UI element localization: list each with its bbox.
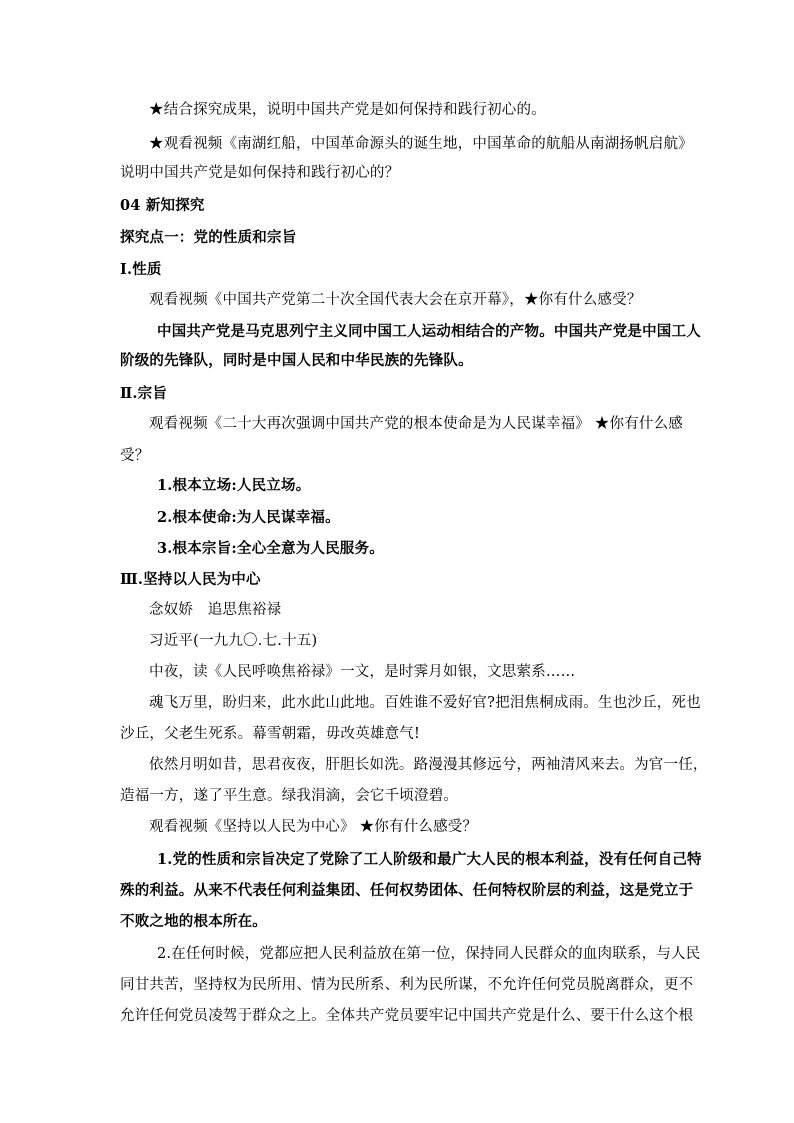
people-point-1-line3: 不败之地的根本所在。 [120, 913, 267, 930]
heading-people-centered: Ⅲ.坚持以人民为中心 [120, 571, 261, 588]
people-point-2-line2: 同甘共苦，坚持权为民所用、情为民所系、利为民所谋，不允许任何党员脱离群众，更不 [120, 977, 694, 993]
people-point-1-line2: 殊的利益。从来不代表任何利益集团、任何权势团体、任何特权阶层的利益，这是党立于 [120, 882, 694, 899]
heading-nature: Ⅰ.性质 [120, 261, 162, 278]
purpose-item-3: 3.根本宗旨:全心全意为人民服务。 [157, 540, 384, 557]
people-point-2-line1: 2.在任何时候，党都应把人民利益放在第一位，保持同人民群众的血肉联系，与人民 [157, 946, 701, 962]
nature-answer-line1: 中国共产党是马克思列宁主义同中国工人运动相结合的产物。中国共产党是中国工人 [157, 323, 701, 340]
paragraph-explore-results: ★结合探究成果，说明中国共产党是如何保持和践行初心的。 [149, 102, 546, 118]
poem-line-3a: 依然月明如昔，思君夜夜，肝胆长如洗。路漫漫其修远兮，两袖清风来去。为官一任， [149, 757, 708, 773]
people-point-2-line3: 允许任何党员凌驾于群众之上。全体共产党员要牢记中国共产党是什么、要干什么这个根 [120, 1008, 694, 1024]
paragraph-video-nanhu-line1: ★观看视频《南湖红船，中国革命源头的诞生地，中国革命的航船从南湖扬帆启航》 [149, 136, 693, 152]
purpose-prompt-line1: 观看视频《二十大再次强调中国共产党的根本使命是为人民谋幸福》 ★你有什么感 [149, 416, 684, 432]
purpose-item-1: 1.根本立场:人民立场。 [157, 477, 311, 494]
poem-author: 习近平(一九九〇.七.十五) [149, 633, 318, 649]
purpose-item-2: 2.根本使命:为人民谋幸福。 [157, 509, 340, 526]
poem-line-3b: 造福一方，遂了平生意。绿我涓滴，会它千顷澄碧。 [120, 788, 459, 804]
nature-prompt: 观看视频《中国共产党第二十次全国代表大会在京开幕》，★你有什么感受？ [149, 292, 642, 308]
poem-line-2a: 魂飞万里，盼归来，此水此山此地。百姓谁不爱好官?把泪焦桐成雨。生也沙丘，死也 [149, 695, 701, 711]
people-prompt: 观看视频《坚持以人民为中心》 ★你有什么感受？ [149, 819, 478, 835]
explore-point-one-title: 探究点一：党的性质和宗旨 [120, 229, 297, 246]
poem-title: 念奴娇 追思焦裕禄 [149, 602, 282, 618]
poem-line-1: 中夜，读《人民呼唤焦裕禄》一文，是时霁月如银，文思萦系…… [149, 664, 576, 680]
section-title: 04 新知探究 [120, 197, 205, 214]
poem-line-2b: 沙丘，父老生死系。幕雪朝霜，毋改英雄意气! [120, 726, 421, 742]
heading-purpose: Ⅱ.宗旨 [120, 385, 168, 402]
nature-answer-line2: 阶级的先锋队，同时是中国人民和中华民族的先锋队。 [120, 352, 473, 369]
people-point-1-line1: 1.党的性质和宗旨决定了党除了工人阶级和最广大人民的根本利益，没有任何自己特 [157, 851, 702, 868]
paragraph-video-nanhu-line2: 说明中国共产党是如何保持和践行初心的？ [120, 165, 400, 181]
purpose-prompt-line2: 受？ [120, 448, 150, 464]
